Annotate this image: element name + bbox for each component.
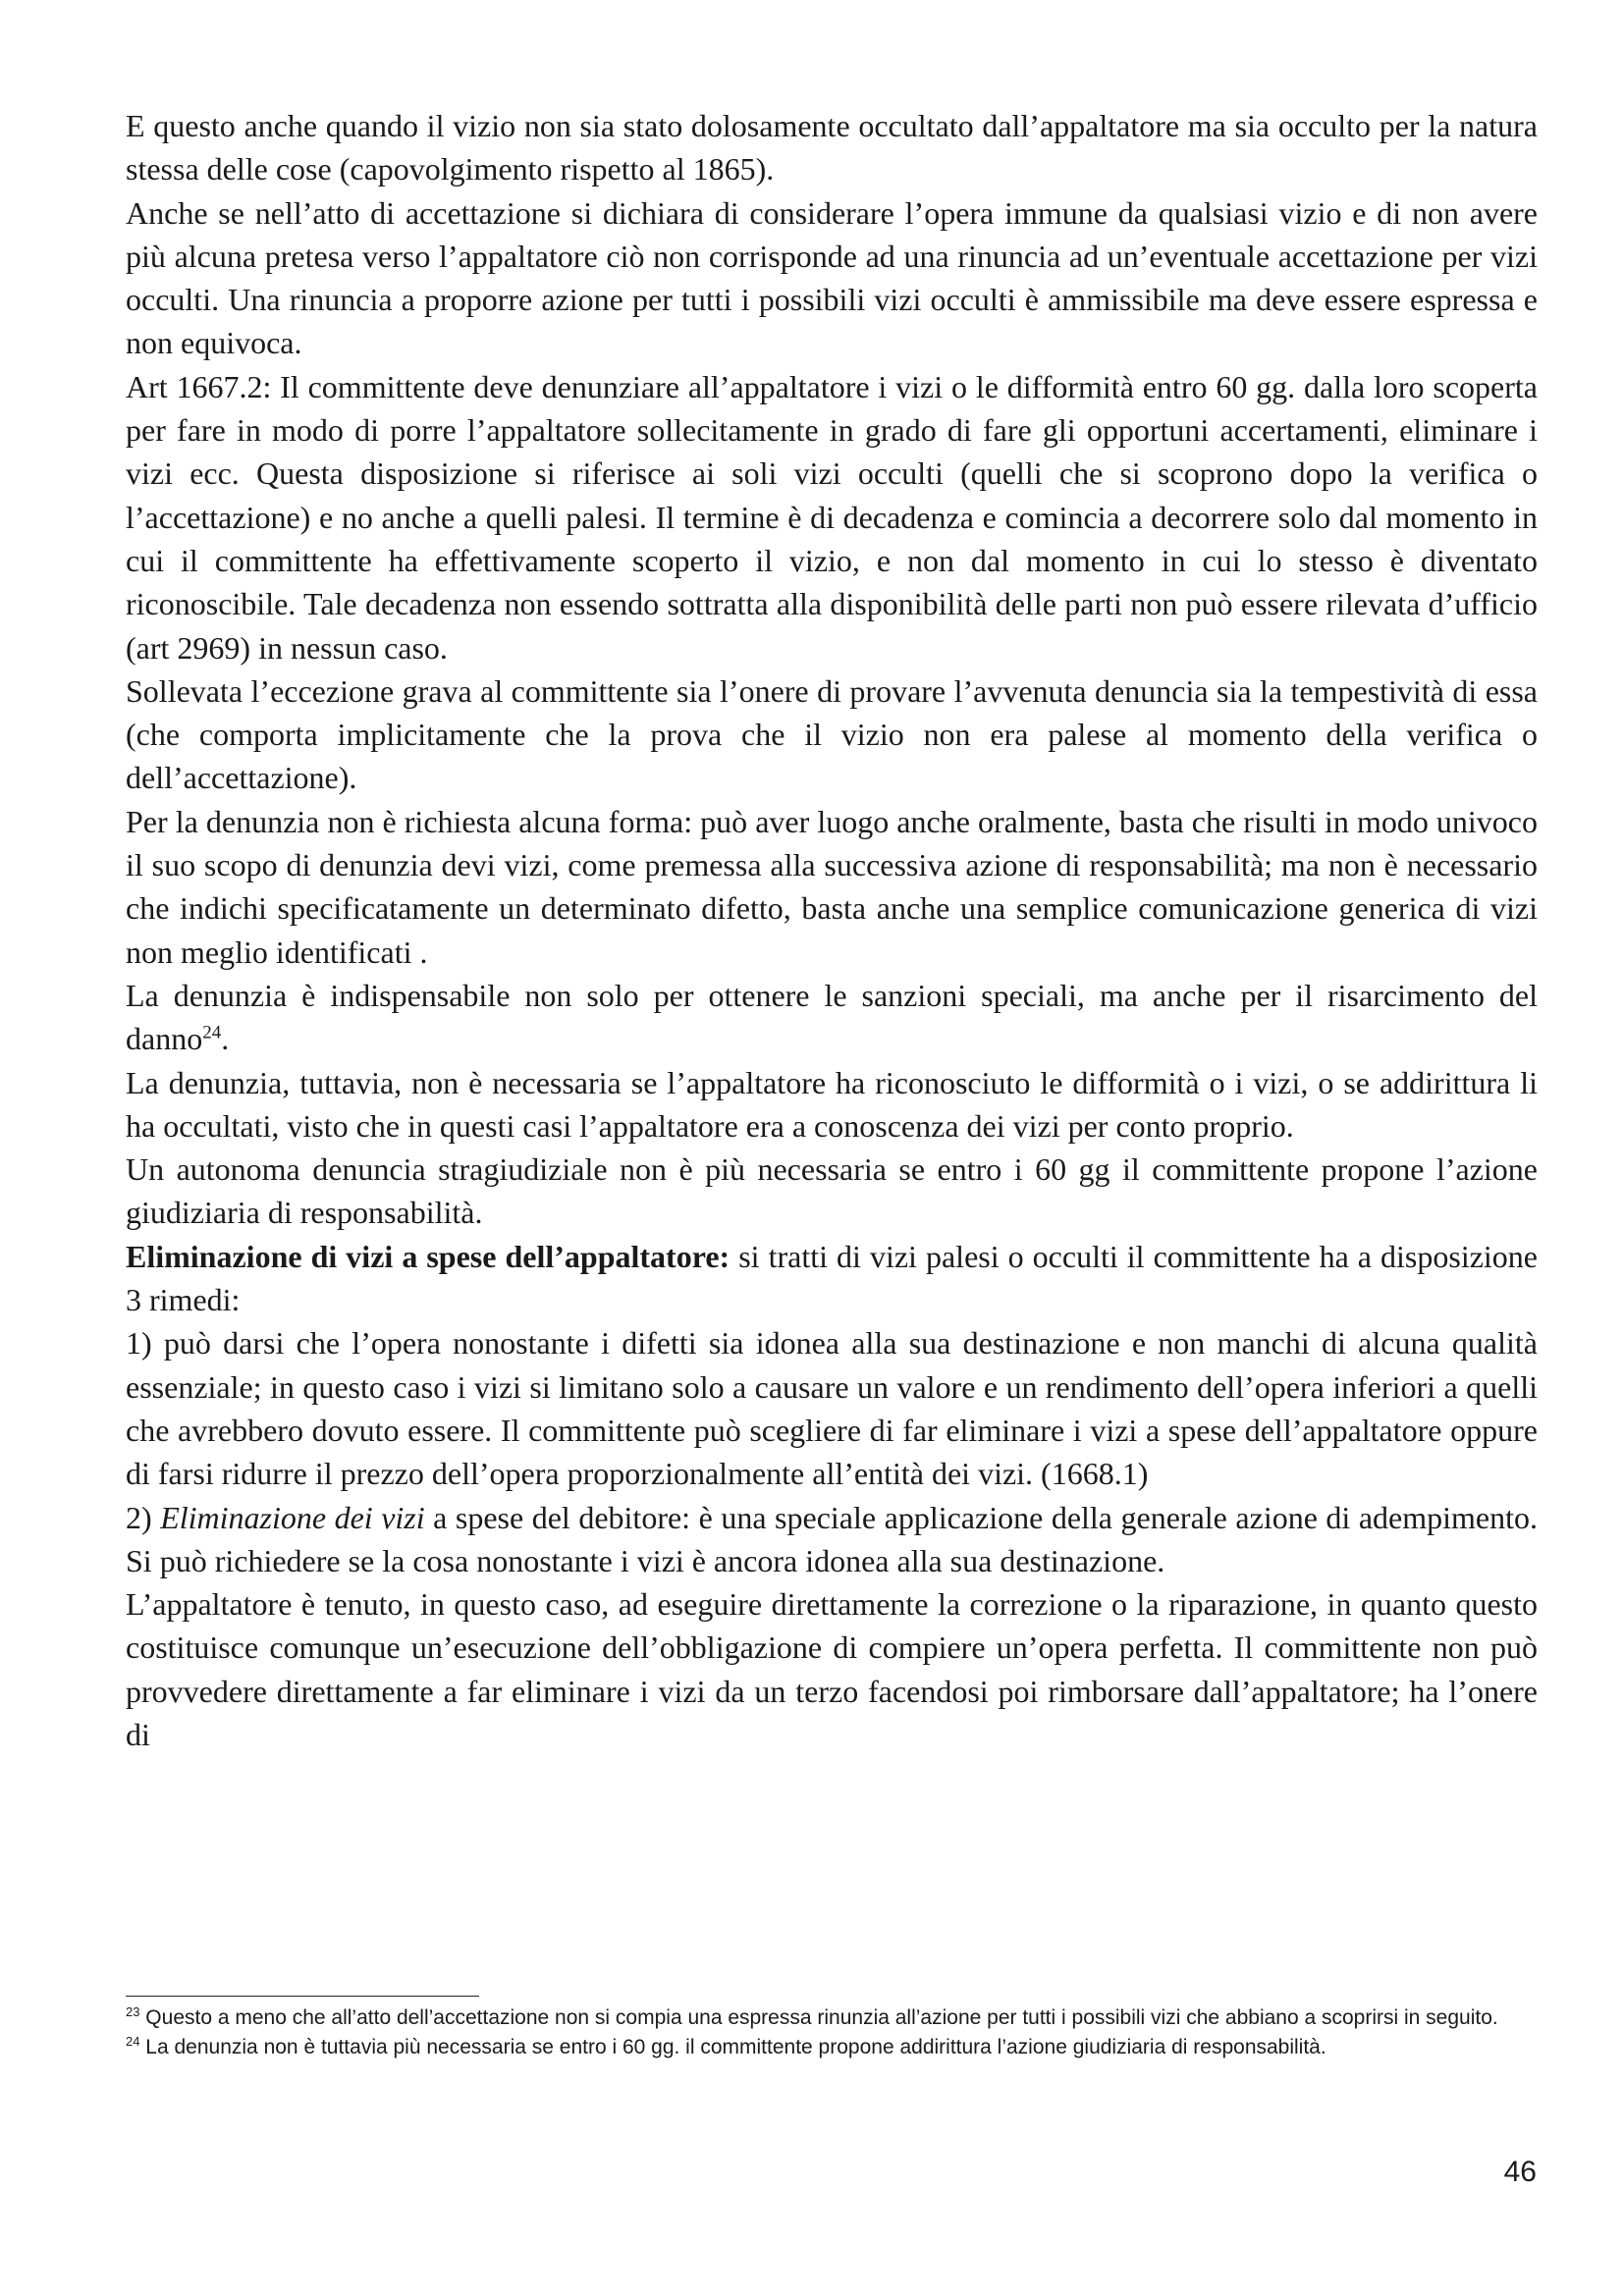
footnote-24 [126, 2034, 1538, 2061]
paragraph-8: Un autonoma denuncia stragiudiziale non è più necessaria se entro i 60 gg il committente propone l’azione giudiziaria di responsabilità. [126, 1151, 1538, 1231]
paragraph-9-text: si tratti di vizi palesi o occulti il committente ha a disposizione 3 rimedi: [126, 1238, 1539, 1318]
footnote-text: Questo a meno che all’atto dell’accettazione non si compia una espressa rinunzia all’azione per tutti i possibili vizi che abbiano a scoprirsi in seguito. [139, 2006, 1498, 2029]
footnote-number: 23 [126, 2004, 140, 2019]
paragraph-3: Art 1667.2: Il committente deve denunziare all’appaltatore i vizi o le difformità entro 60 gg. dalla loro scoperta per fare in modo di porre l’appaltatore sollecitamente in grado di fare gli opportuni accertamenti, eliminare i vizi ecc. Questa disposizione si riferisce ai soli vizi occulti (quelli che si scoprono dopo la verifica o l’accettazione) e no anche a quelli palesi. Il termine è di decadenza e comincia a decorrere solo dal momento in cui il committente ha effettivamente scoperto il vizio, e non dal momento in cui lo stesso è diventato riconoscibile. Tale decadenza non essendo sottratta alla disponibilità delle parti non può essere rilevata d’ufficio (art 2969) in nessun caso. [126, 368, 1538, 666]
paragraph-6-text: La denunzia è indispensabile non solo per ottenere le sanzioni speciali, ma anche per il risarcimento del danno [126, 977, 1538, 1057]
body-text [126, 104, 1538, 1756]
footnote-text: La denunzia non è tuttavia più necessaria se entro i 60 gg. il committente propone addirittura l’azione giudiziaria di responsabilità. [139, 2036, 1326, 2058]
paragraph-2: Anche se nell’atto di accettazione si dichiara di considerare l’opera immune da qualsiasi vizio e di non avere più alcuna pretesa verso l’appaltatore ciò non corrisponde ad una rinuncia ad un’eventuale accettazione per vizi occulti. Una rinuncia a proporre azione per tutti i possibili vizi occulti è ammissibile ma deve essere espressa e non equivoca. [126, 194, 1538, 361]
paragraph-6 [126, 974, 1538, 1061]
paragraph-11-italic: Eliminazione dei vizi [160, 1499, 425, 1535]
paragraph-6-end: . [221, 1021, 230, 1057]
paragraph-5: Per la denunzia non è richiesta alcuna forma: può aver luogo anche oralmente, basta che risulti in modo univoco il suo scopo di denunzia devi vizi, come premessa alla successiva azione di responsabilità; ma non è necessario che indichi specificatamente un determinato difetto, basta anche una semplice comunicazione generica di vizi non meglio identificati . [126, 803, 1538, 970]
paragraph-11-text: a spese del debitore: è una speciale applicazione della generale azione di adempimento. Si può richiedere se la cosa nonostante i vizi è ancora idonea alla sua destinazione. [126, 1499, 1539, 1578]
footnote-number: 24 [126, 2034, 140, 2049]
paragraph-12: L’appaltatore è tenuto, in questo caso, ad eseguire direttamente la correzione o la riparazione, in quanto questo costituisce comunque un’esecuzione dell’obbligazione di compiere un’opera perfetta. Il committente non può provvedere direttamente a far eliminare i vizi da un terzo facendosi poi rimborsare dall’appaltatore; ha l’onere di [126, 1586, 1538, 1752]
footnote-23 [126, 2004, 1538, 2032]
paragraph-1: E questo anche quando il vizio non sia stato dolosamente occultato dall’appaltatore ma sia occulto per la natura stessa delle cose (capovolgimento rispetto al 1865). [126, 108, 1538, 187]
section-heading: Eliminazione di vizi a spese dell’appaltatore: [126, 1238, 730, 1274]
footnote-separator [126, 1996, 479, 1997]
page-number: 46 [1503, 2156, 1537, 2188]
paragraph-9 [126, 1235, 1538, 1322]
paragraph-11-number: 2) [126, 1499, 161, 1535]
footnotes [126, 2004, 1538, 2063]
paragraph-10: 1) può darsi che l’opera nonostante i difetti sia idonea alla sua destinazione e non manchi di alcuna qualità essenziale; in questo caso i vizi si limitano solo a causare un valore e un rendimento dell’opera inferiori a quelli che avrebbero dovuto essere. Il committente può scegliere di far eliminare i vizi a spese dell’appaltatore oppure di farsi ridurre il prezzo dell’opera proporzionalmente all’entità dei vizi. (1668.1) [126, 1325, 1538, 1492]
paragraph-11 [126, 1496, 1538, 1583]
paragraph-4: Sollevata l’eccezione grava al committente sia l’onere di provare l’avvenuta denuncia sia la tempestività di essa (che comporta implicitamente che la prova che il vizio non era palese al momento della verifica o dell’accettazione). [126, 672, 1538, 796]
paragraph-7: La denunzia, tuttavia, non è necessaria se l’appaltatore ha riconosciuto le difformità o i vizi, o se addirittura li ha occultati, visto che in questi casi l’appaltatore era a conoscenza dei vizi per conto proprio. [126, 1064, 1538, 1144]
footnote-ref-24: 24 [202, 1022, 222, 1043]
